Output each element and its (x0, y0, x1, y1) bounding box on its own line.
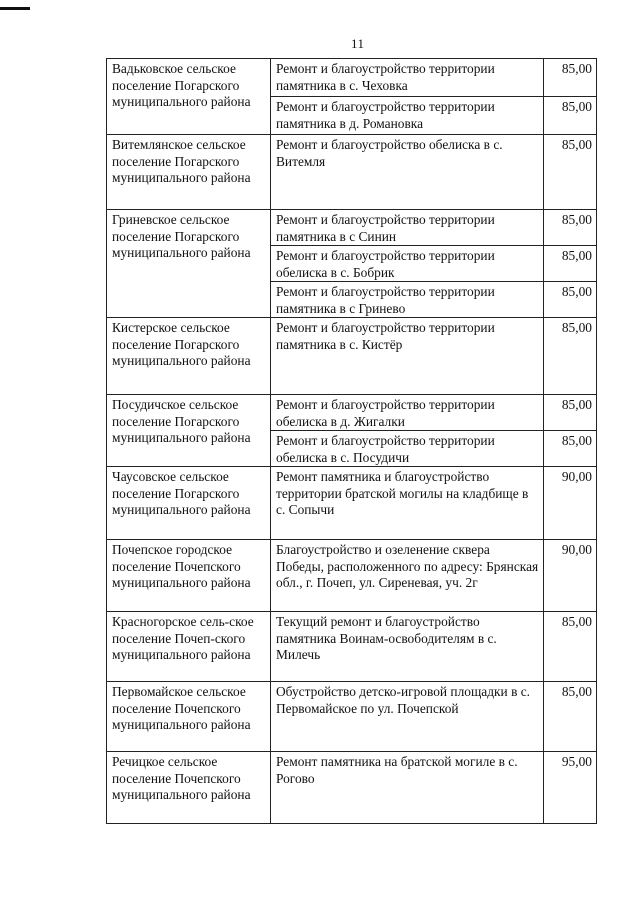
settlement-cell: Вадьковское сельское поселение Погарского муниципального района (107, 59, 271, 135)
work-description-cell: Благоустройство и озеленение сквера Победы, расположенного по адресу: Брянская обл., г. Почеп, ул. Сиреневая, уч. 2г (271, 540, 544, 612)
amount-cell: 85,00 (544, 395, 597, 431)
work-description-cell: Ремонт памятника и благоустройство территории братской могилы на кладбище в с. Сопычи (271, 467, 544, 540)
table-row (107, 612, 597, 682)
amount-cell: 85,00 (544, 246, 597, 282)
table-row (107, 467, 597, 540)
work-description-cell: Текущий ремонт и благоустройство памятника Воинам-освободителям в с. Милечь (271, 612, 544, 682)
work-description-cell: Ремонт и благоустройство территории обелиска в д. Жигалки (271, 395, 544, 431)
work-description-cell: Ремонт и благоустройство обелиска в с. Витемля (271, 135, 544, 210)
table-row (107, 752, 597, 824)
amount-cell: 85,00 (544, 612, 597, 682)
settlement-cell: Первомайское сельское поселение Почепского муниципального района (107, 682, 271, 752)
work-description-cell: Ремонт и благоустройство территории памятника в д. Романовка (271, 97, 544, 135)
work-description-cell: Ремонт и благоустройство территории памятника в с. Кистёр (271, 318, 544, 395)
table-row (107, 59, 597, 97)
amount-cell: 85,00 (544, 59, 597, 97)
work-description-cell: Ремонт и благоустройство территории памятника в с Синин (271, 210, 544, 246)
work-description-cell: Ремонт и благоустройство территории памятника в с. Чеховка (271, 59, 544, 97)
amount-cell: 85,00 (544, 431, 597, 467)
amount-cell: 85,00 (544, 135, 597, 210)
table-row (107, 135, 597, 210)
table-row (107, 210, 597, 246)
settlement-cell: Кистерское сельское поселение Погарского муниципального района (107, 318, 271, 395)
settlement-cell: Посудичское сельское поселение Погарского муниципального района (107, 395, 271, 467)
settlement-cell: Речицкое сельское поселение Почепского муниципального района (107, 752, 271, 824)
work-description-cell: Ремонт и благоустройство территории памятника в с Гринево (271, 282, 544, 318)
page-number: 11 (351, 36, 365, 51)
amount-cell: 90,00 (544, 540, 597, 612)
amount-cell: 85,00 (544, 97, 597, 135)
corner-mark (0, 7, 30, 10)
table-row (107, 395, 597, 431)
settlement-cell: Чаусовское сельское поселение Погарского муниципального района (107, 467, 271, 540)
settlement-cell: Красногорское сель-ское поселение Почеп-ского муниципального района (107, 612, 271, 682)
work-description-cell: Ремонт памятника на братской могиле в с. Рогово (271, 752, 544, 824)
work-description-cell: Ремонт и благоустройство территории обелиска в с. Бобрик (271, 246, 544, 282)
table-row (107, 682, 597, 752)
table-row (107, 318, 597, 395)
table-row (107, 540, 597, 612)
settlement-cell: Витемлянское сельское поселение Погарского муниципального района (107, 135, 271, 210)
settlement-cell: Гриневское сельское поселение Погарского муниципального района (107, 210, 271, 318)
amount-cell: 95,00 (544, 752, 597, 824)
settlement-cell: Почепское городское поселение Почепского муниципального района (107, 540, 271, 612)
amount-cell: 85,00 (544, 318, 597, 395)
amount-cell: 85,00 (544, 682, 597, 752)
amount-cell: 85,00 (544, 210, 597, 246)
amount-cell: 85,00 (544, 282, 597, 318)
work-description-cell: Ремонт и благоустройство территории обелиска в с. Посудичи (271, 431, 544, 467)
amount-cell: 90,00 (544, 467, 597, 540)
allocation-table (106, 58, 597, 824)
work-description-cell: Обустройство детско-игровой площадки в с. Первомайское по ул. Почепской (271, 682, 544, 752)
